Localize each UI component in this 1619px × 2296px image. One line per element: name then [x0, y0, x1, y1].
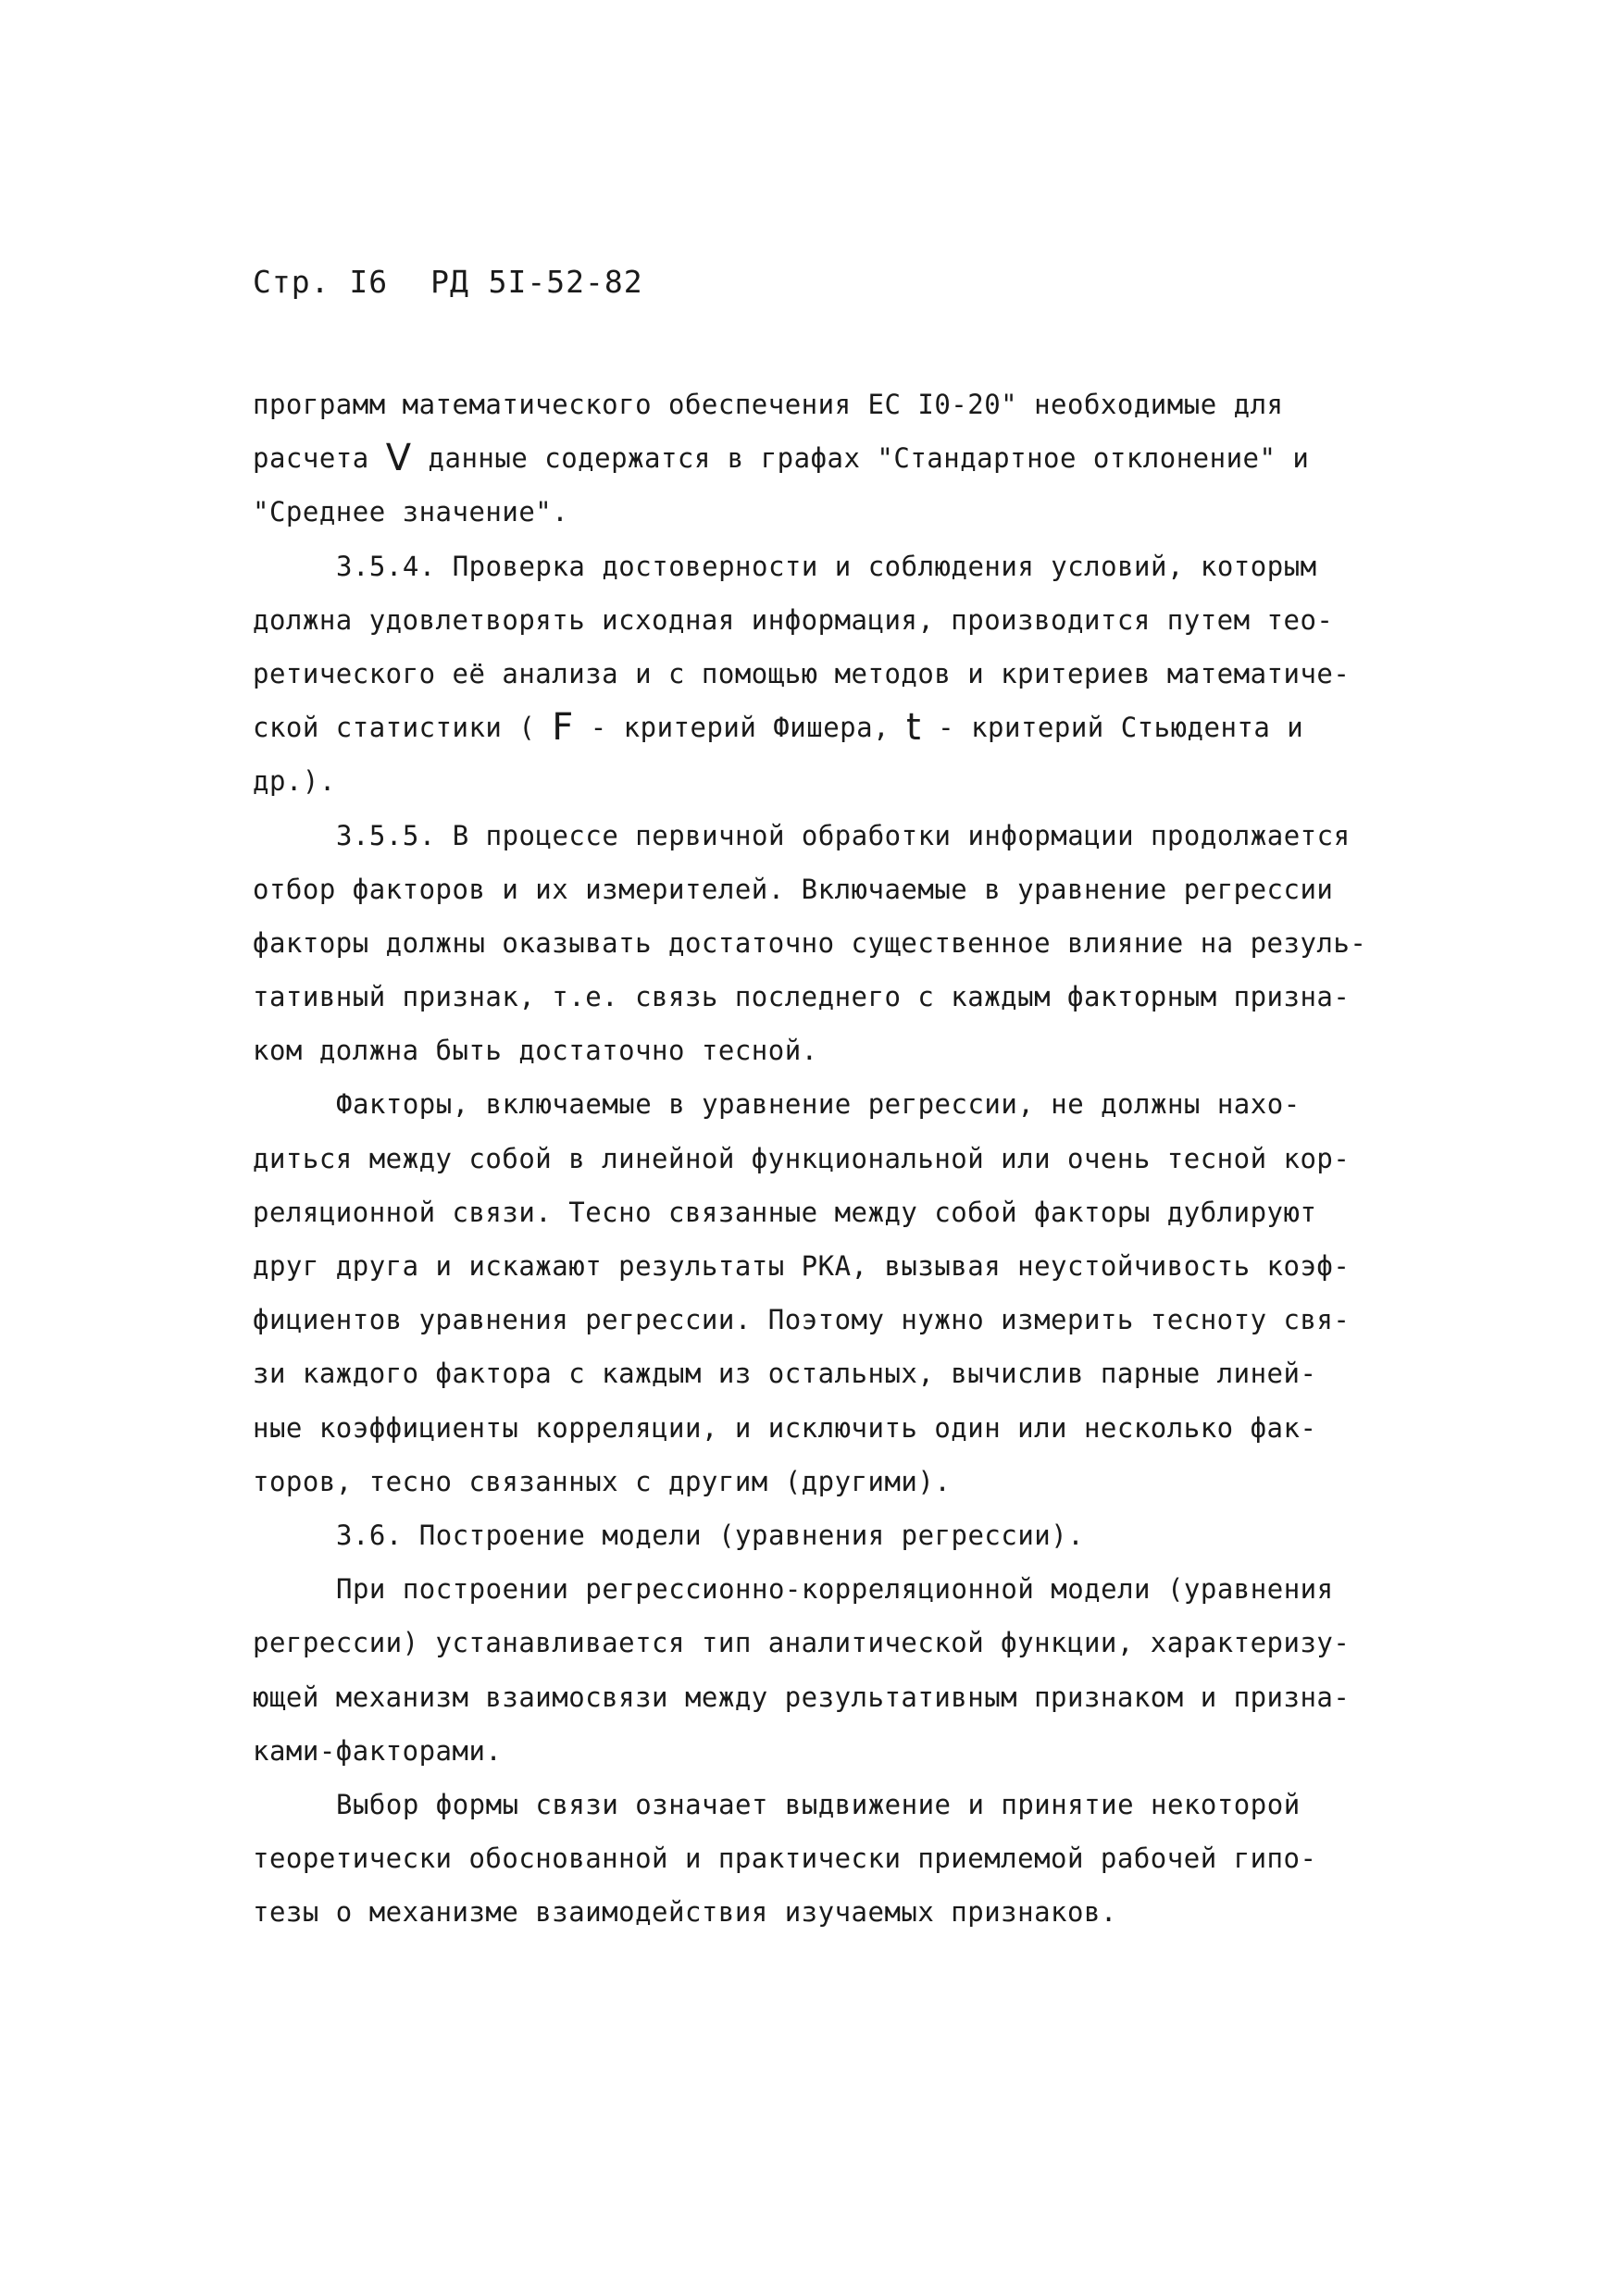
body-text	[253, 378, 1401, 1939]
paragraph-start: Выбор формы связи означает выдвижение и принятие некоторой	[336, 1788, 1301, 1820]
text-line: тативный признак, т.е. связь последнего с каждым факторным призна-	[253, 981, 1351, 1013]
text-line: отбор факторов и их измерителей. Включаемые в уравнение регрессии	[253, 873, 1334, 905]
text-line: др.).	[253, 765, 336, 798]
text-line: ные коэффициенты корреляции, и исключить один или несколько фак-	[253, 1411, 1317, 1444]
text-line: реляционной связи. Тесно связанные между собой факторы дублируют	[253, 1196, 1317, 1228]
text-line: должна удовлетворять исходная информация, производится путем тео-	[253, 603, 1334, 636]
variation-symbol-v: V	[385, 437, 412, 480]
fisher-symbol-f: F	[552, 706, 574, 750]
text-line: факторы должны оказывать достаточно существенное влияние на резуль-	[253, 926, 1367, 959]
page-header	[253, 264, 643, 300]
text-line: тезы о механизме взаимодействия изучаемых признаков.	[253, 1896, 1117, 1929]
text-line: зи каждого фактора с каждым из остальных, вычислив парные линей-	[253, 1358, 1317, 1390]
text-line: расчета V данные содержатся в графах "Стандартное отклонение" и	[253, 437, 1310, 480]
text-line: друг друга и искажают результаты РКА, вызывая неустойчивость коэф-	[253, 1250, 1351, 1282]
text-line: фициентов уравнения регрессии. Поэтому нужно измерить тесноту свя-	[253, 1304, 1351, 1336]
student-symbol-t: t	[906, 706, 922, 750]
text-line: ющей механизм взаимосвязи между результативным признаком и призна-	[253, 1681, 1351, 1713]
section-3-5-5-heading: 3.5.5. В процессе первичной обработки информации продолжается	[336, 819, 1351, 851]
text-line: "Среднее значение".	[253, 496, 569, 528]
section-3-5-4-heading: 3.5.4. Проверка достоверности и соблюдения условий, которым	[336, 550, 1317, 582]
text-line: ской статистики ( F - критерий Фишера, t - критерий Стьюдента и	[253, 706, 1304, 750]
text-line: теоретически обоснованной и практически приемлемой рабочей гипо-	[253, 1843, 1317, 1875]
section-3-6-heading: 3.6. Построение модели (уравнения регрессии).	[336, 1519, 1085, 1551]
document-code: РД 5I-52-82	[430, 264, 643, 300]
text-line: ком должна быть достаточно тесной.	[253, 1035, 818, 1067]
page-number: Стр. I6	[253, 264, 389, 300]
text-line: ками-факторами.	[253, 1734, 503, 1767]
text-line: программ математического обеспечения ЕС I0-20" необходимые для	[253, 389, 1284, 420]
text-line: торов, тесно связанных с другим (другими).	[253, 1465, 952, 1497]
paragraph-start: Факторы, включаемые в уравнение регрессии, не должны нахо-	[336, 1088, 1301, 1121]
text-line: ретического её анализа и с помощью методов и критериев математиче-	[253, 657, 1351, 689]
text-line: диться между собой в линейной функциональной или очень тесной кор-	[253, 1142, 1351, 1174]
paragraph-start: При построении регрессионно-корреляционной модели (уравнения	[336, 1573, 1334, 1606]
text-line: регрессии) устанавливается тип аналитической функции, характеризу-	[253, 1627, 1351, 1659]
